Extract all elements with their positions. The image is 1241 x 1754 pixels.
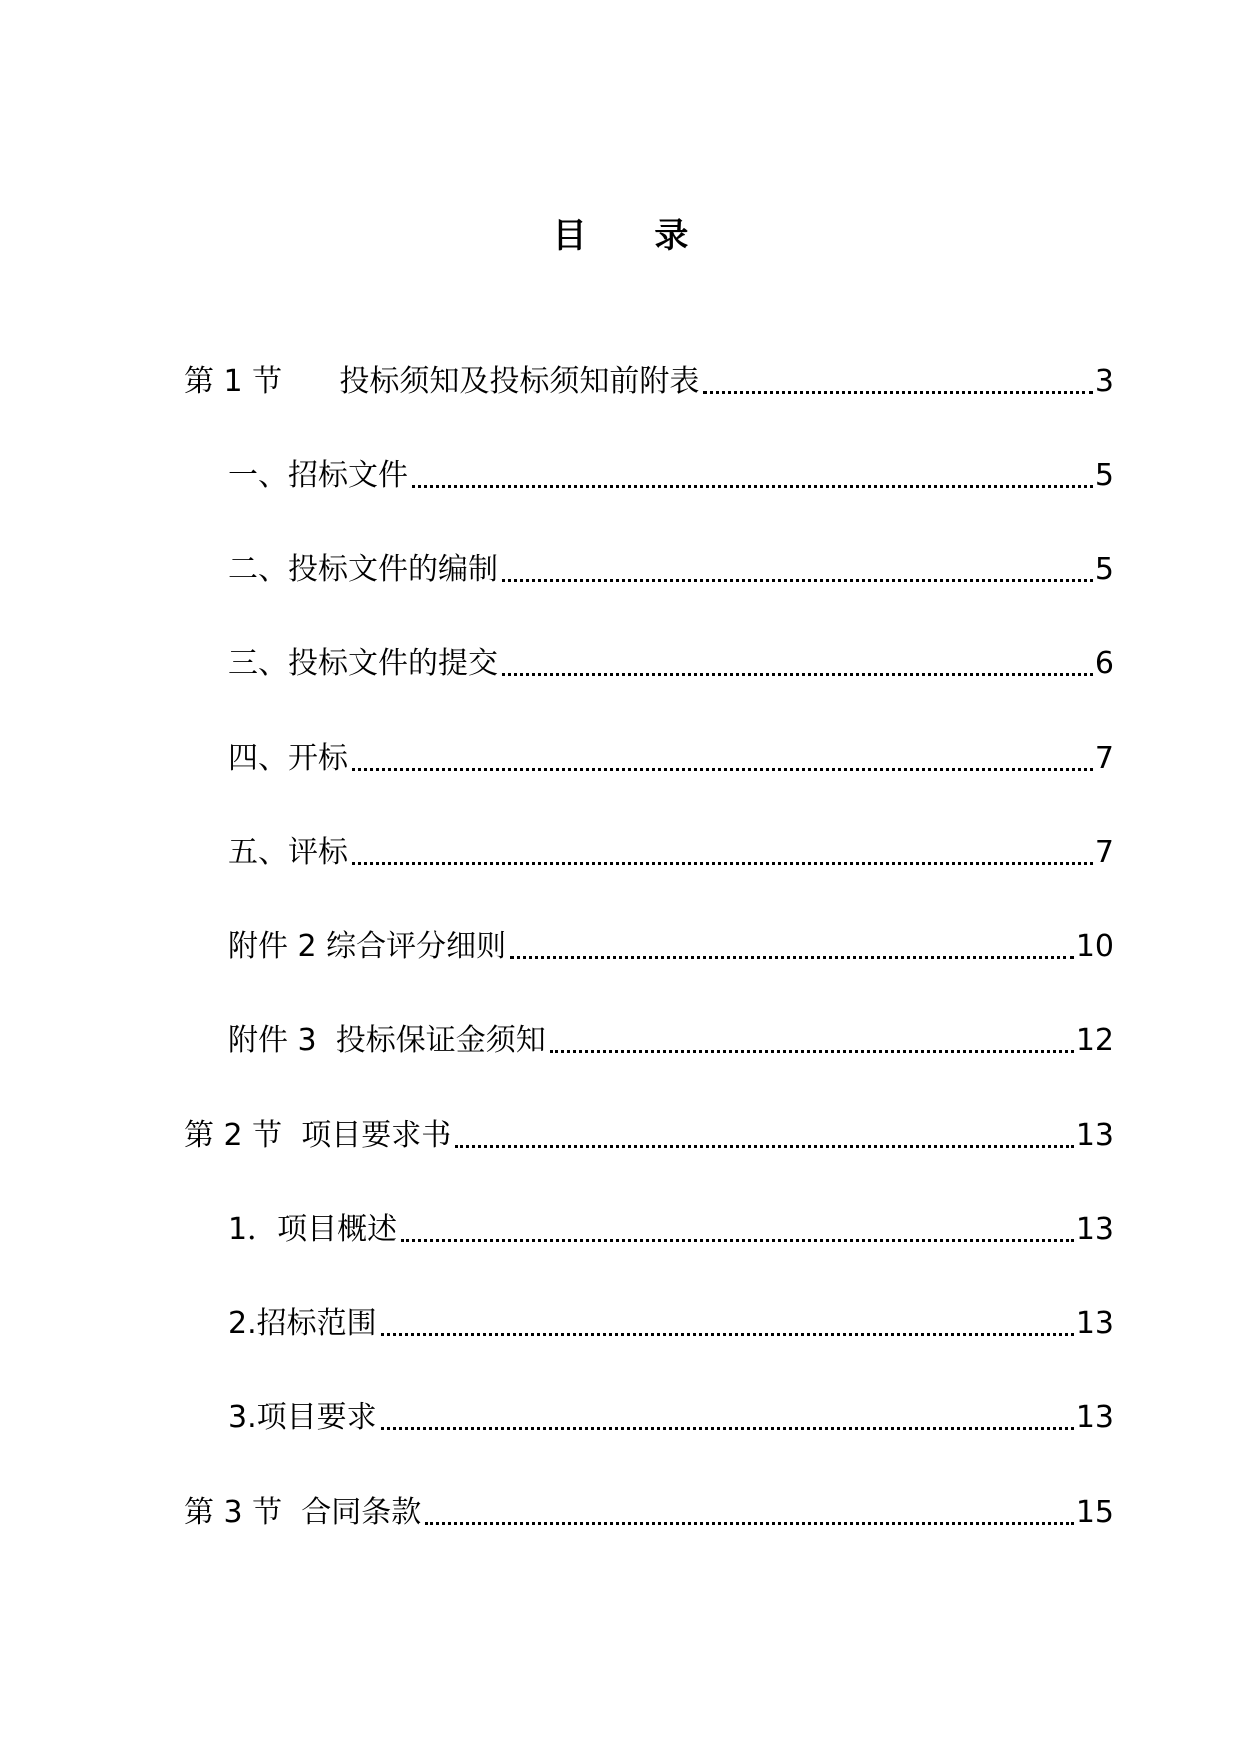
toc-entry-label: 四、开标 (228, 741, 348, 776)
toc-entry-label: 第 1 节 投标须知及投标须知前附表 (184, 364, 700, 399)
toc-entry[interactable] (184, 356, 1114, 406)
toc-page-number: 15 (1075, 1495, 1114, 1530)
dot-leader (401, 1239, 1074, 1242)
toc-page-number: 5 (1094, 552, 1114, 587)
toc-page-number: 13 (1075, 1400, 1114, 1435)
dot-leader (502, 673, 1093, 676)
dot-leader (425, 1522, 1074, 1525)
toc-entry[interactable] (228, 638, 1114, 688)
toc-entry[interactable] (228, 921, 1114, 971)
toc-page-number: 7 (1094, 835, 1114, 870)
toc-page-number: 13 (1075, 1212, 1114, 1247)
toc-entry[interactable] (184, 1487, 1114, 1537)
dot-leader (381, 1333, 1074, 1336)
toc-entry-label: 五、评标 (228, 835, 348, 870)
toc-entry-label: 附件 2 综合评分细则 (228, 929, 507, 964)
dot-leader (412, 485, 1093, 488)
toc-entry-label: 附件 3 投标保证金须知 (228, 1023, 546, 1058)
toc-page-number: 6 (1094, 646, 1114, 681)
toc-entry[interactable] (228, 733, 1114, 783)
toc-entry[interactable] (228, 1015, 1114, 1065)
toc-page-number: 3 (1094, 364, 1114, 399)
toc-entry-label: 二、投标文件的编制 (228, 552, 498, 587)
dot-leader (352, 768, 1093, 771)
toc-page-number: 12 (1075, 1023, 1114, 1058)
toc-entry-label: 2.招标范围 (228, 1306, 377, 1341)
toc-entry[interactable] (228, 450, 1114, 500)
toc-entry[interactable] (228, 1392, 1114, 1442)
toc-entry[interactable] (228, 544, 1114, 594)
dot-leader (510, 956, 1074, 959)
dot-leader (703, 391, 1093, 394)
toc-title: 目 录 (552, 216, 717, 256)
toc-entry-label: 三、投标文件的提交 (228, 646, 498, 681)
toc-page-number: 13 (1075, 1118, 1114, 1153)
dot-leader (352, 862, 1093, 865)
toc-entry[interactable] (228, 1204, 1114, 1254)
toc-page-number: 7 (1094, 741, 1114, 776)
toc-page-number: 13 (1075, 1306, 1114, 1341)
dot-leader (502, 579, 1093, 582)
toc-entry-label: 1．项目概述 (228, 1212, 398, 1247)
dot-leader (550, 1050, 1074, 1053)
toc-entry-label: 第 2 节 项目要求书 (184, 1118, 452, 1153)
toc-entry[interactable] (228, 1298, 1114, 1348)
dot-leader (381, 1427, 1074, 1430)
dot-leader (455, 1145, 1074, 1148)
toc-page-number: 10 (1075, 929, 1114, 964)
toc-entry-label: 3.项目要求 (228, 1400, 377, 1435)
toc-entry-label: 一、招标文件 (228, 458, 408, 493)
toc-entry[interactable] (228, 827, 1114, 877)
toc-page-number: 5 (1094, 458, 1114, 493)
toc-entry[interactable] (184, 1110, 1114, 1160)
toc-entry-label: 第 3 节 合同条款 (184, 1495, 422, 1530)
